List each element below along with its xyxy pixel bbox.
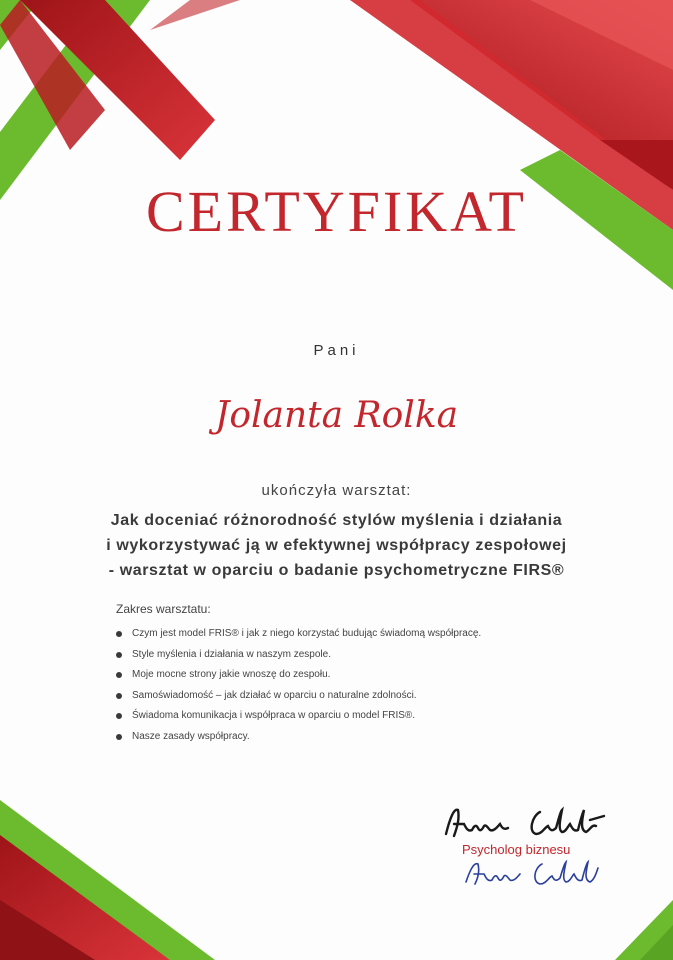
list-item-text: Samoświadomość – jak działać w oparciu o naturalne zdolności.	[132, 689, 417, 701]
list-item	[116, 686, 481, 707]
list-item	[116, 624, 481, 645]
certificate-title: CERTYFIKAT	[146, 179, 527, 244]
workshop-title	[0, 508, 673, 583]
list-item-text: Style myślenia i działania w naszym zespole.	[132, 648, 331, 660]
list-item-text: Nasze zasady współpracy.	[132, 730, 250, 742]
list-item	[116, 727, 481, 748]
top-left-ribbons	[0, 0, 240, 200]
list-item-text: Moje mocne strony jakie wnoszę do zespołu.	[132, 669, 331, 680]
printed-signature	[440, 798, 620, 846]
top-right-ribbons	[350, 0, 673, 290]
recipient-name: Jolanta Rolka	[214, 395, 459, 436]
signer-role: Psycholog biznesu	[462, 842, 571, 857]
bullet-icon	[116, 631, 122, 637]
completed-text: ukończyła warsztat:	[261, 482, 412, 499]
workshop-title-line: Jak doceniać różnorodność stylów myślenia i działania	[110, 512, 563, 529]
bottom-right-ribbons	[615, 900, 673, 960]
bottom-left-ribbons	[0, 800, 215, 960]
bullet-icon	[116, 693, 122, 699]
list-item	[116, 706, 481, 727]
list-item-text: Świadoma komunikacja i współpraca w oparciu o model FRIS®.	[132, 710, 416, 721]
bullet-icon	[116, 713, 122, 719]
bullet-icon	[116, 652, 122, 658]
workshop-title-line: - warsztat w oparciu o badanie psychometryczne FIRS®	[108, 562, 565, 579]
scope-title: Zakres warsztatu:	[116, 602, 211, 616]
salutation: Pani	[313, 342, 360, 359]
bullet-icon	[116, 734, 122, 740]
list-item	[116, 645, 481, 666]
list-item	[116, 665, 481, 686]
handwritten-signature	[462, 854, 602, 890]
bullet-icon	[116, 672, 122, 678]
list-item-text: Czym jest model FRIS® i jak z niego korzystać budując świadomą współpracę.	[132, 628, 482, 639]
scope-list	[116, 624, 481, 747]
workshop-title-line: i wykorzystywać ją w efektywnej współpracy zespołowej	[106, 537, 567, 554]
